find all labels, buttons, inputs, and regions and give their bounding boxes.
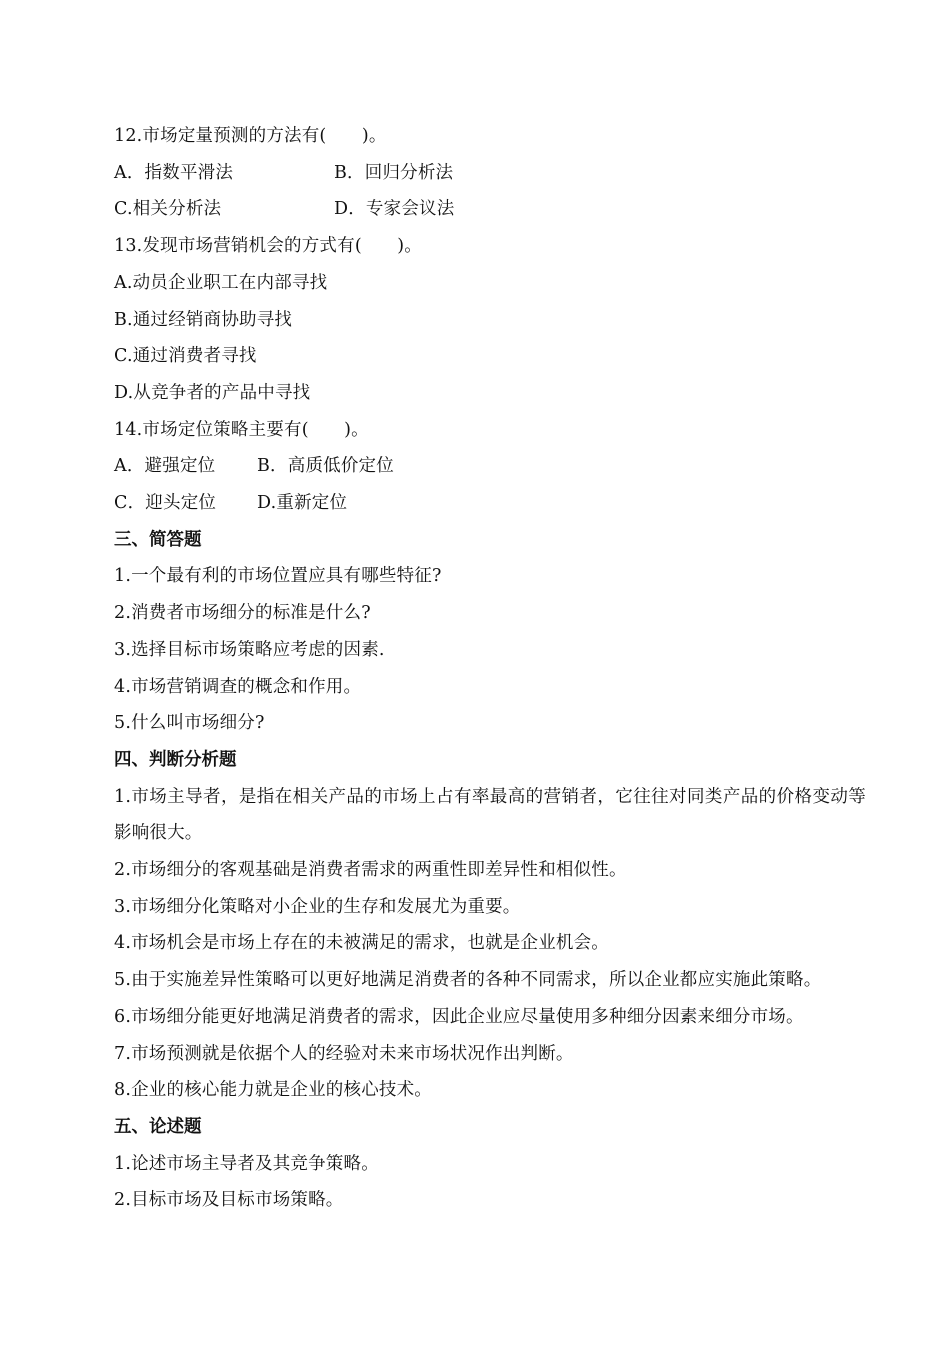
question-12-option-c: C.相关分析法: [114, 199, 222, 220]
judgment-item: 1.市场主导者，是指在相关产品的市场上占有率最高的营销者，它往往对同类产品的价格变动等影响很大。: [114, 786, 866, 844]
judgment-item: 2.市场细分的客观基础是消费者需求的两重性即差异性和相似性。: [114, 860, 627, 881]
judgment-item: 7.市场预测就是依据个人的经验对未来市场状况作出判断。: [114, 1043, 574, 1064]
judgment-item: 6.市场细分能更好地满足消费者的需求，因此企业应尽量使用多种细分因素来细分市场。: [114, 1006, 804, 1027]
question-13-stem: 13.发现市场营销机会的方式有( )。: [114, 236, 422, 257]
question-13-option-c: C.通过消费者寻找: [114, 346, 257, 367]
question-14-stem: 14.市场定位策略主要有( )。: [114, 419, 369, 440]
judgment-item: 3.市场细分化策略对小企业的生存和发展尤为重要。: [114, 896, 521, 917]
question-13-option-d: D.从竞争者的产品中寻找: [114, 382, 311, 403]
question-12-options-row-2: [114, 191, 866, 228]
question-12-stem: 12.市场定量预测的方法有( )。: [114, 126, 387, 146]
short-answer-item: 1.一个最有利的市场位置应具有哪些特征?: [114, 566, 442, 587]
question-12-options-row-1: [114, 155, 866, 192]
judgment-item: 8.企业的核心能力就是企业的核心技术。: [114, 1080, 432, 1101]
short-answer-item: 2.消费者市场细分的标准是什么?: [114, 603, 371, 624]
question-14-option-d: D.重新定位: [257, 493, 348, 514]
short-answer-item: 4.市场营销调查的概念和作用。: [114, 676, 362, 697]
section-heading-short-answer: 三、简答题: [114, 529, 202, 550]
question-12-option-a: A．指数平滑法: [114, 162, 234, 183]
question-12-option-b: B．回归分析法: [334, 162, 454, 183]
question-13-option-b: B.通过经销商协助寻找: [114, 309, 293, 330]
question-13-option-a: A.动员企业职工在内部寻找: [114, 272, 328, 293]
section-heading-true-false-analysis: 四、判断分析题: [114, 749, 237, 770]
question-12-option-d: D．专家会议法: [334, 199, 455, 220]
question-14-option-b: B．高质低价定位: [257, 456, 394, 477]
short-answer-item: 3.选择目标市场策略应考虑的因素.: [114, 639, 385, 660]
question-14-option-c: C．迎头定位: [114, 493, 217, 514]
question-14-options-row-1: [114, 448, 866, 485]
essay-item: 2.目标市场及目标市场策略。: [114, 1190, 344, 1211]
short-answer-item: 5.什么叫市场细分?: [114, 713, 265, 734]
essay-item: 1.论述市场主导者及其竞争策略。: [114, 1153, 379, 1174]
judgment-item: 5.由于实施差异性策略可以更好地满足消费者的各种不同需求，所以企业都应实施此策略。: [114, 970, 822, 991]
question-14-option-a: A．避强定位: [114, 456, 216, 477]
section-heading-essay: 五、论述题: [114, 1116, 202, 1137]
question-14-options-row-2: [114, 485, 866, 522]
judgment-item: 4.市场机会是市场上存在的未被满足的需求，也就是企业机会。: [114, 933, 609, 954]
document-page: [114, 118, 866, 1219]
